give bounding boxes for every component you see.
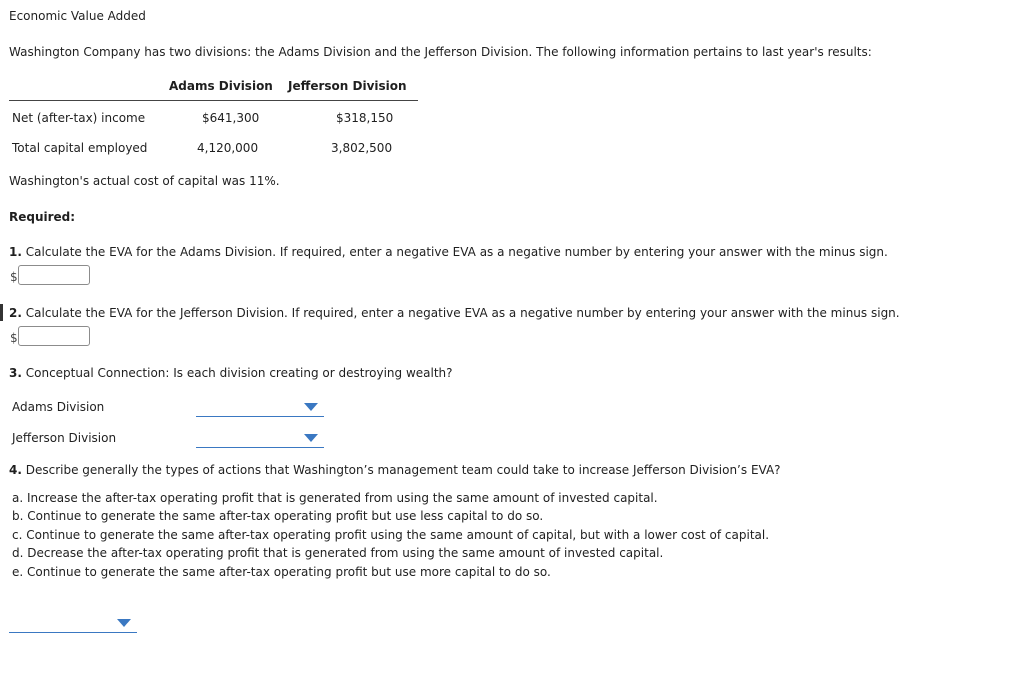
page-title: Economic Value Added: [9, 9, 146, 23]
q4-option-e: e. Continue to generate the same after-tax operating profit but use more capital to do so.: [12, 565, 551, 579]
question-1: [9, 245, 888, 259]
question-3-text: Conceptual Connection: Is each division creating or destroying wealth?: [25, 366, 453, 380]
q1-currency-symbol: $: [10, 270, 18, 284]
jefferson-eva-input[interactable]: [18, 326, 90, 346]
question-1-text: Calculate the EVA for the Adams Division. If required, enter a negative EVA as a negative number by entering your answer with the minus sign.: [25, 245, 888, 259]
required-heading: Required:: [9, 210, 76, 224]
cost-of-capital-text: Washington's actual cost of capital was 11%.: [9, 174, 280, 188]
question-3-number: 3.: [9, 366, 22, 380]
intro-text: Washington Company has two divisions: the Adams Division and the Jefferson Division. The following information pertains to last year's results:: [9, 45, 872, 59]
q4-option-c: c. Continue to generate the same after-tax operating profit using the same amount of capital, but with a lower cost of capital.: [12, 528, 770, 542]
chevron-down-icon: [117, 619, 131, 627]
q4-option-d: d. Decrease the after-tax operating profit that is generated from using the same amount of invested capital.: [12, 546, 664, 560]
row-label-net-income: Net (after-tax) income: [12, 111, 146, 125]
q3-adams-label: Adams Division: [12, 400, 105, 414]
question-4-number: 4.: [9, 463, 22, 477]
question-4: [9, 463, 781, 477]
chevron-down-icon: [304, 434, 318, 442]
cell-jefferson-net-income: $318,150: [336, 111, 394, 125]
question-3: [9, 366, 453, 380]
question-2-text: Calculate the EVA for the Jefferson Division. If required, enter a negative EVA as a negative number by entering your answer with the minus sign.: [25, 306, 900, 320]
q3-jefferson-label: Jefferson Division: [12, 431, 117, 445]
header-jefferson: Jefferson Division: [288, 79, 407, 93]
header-adams: Adams Division: [169, 79, 273, 93]
table-divider: [9, 100, 418, 101]
cell-adams-capital: 4,120,000: [197, 141, 259, 155]
q4-answer-dropdown[interactable]: [9, 618, 137, 633]
jefferson-wealth-dropdown[interactable]: [196, 433, 324, 448]
question-4-text: Describe generally the types of actions that Washington’s management team could take to increase Jefferson Division’s EVA?: [25, 463, 781, 477]
question-2-number: 2.: [9, 306, 22, 320]
question-1-number: 1.: [9, 245, 22, 259]
chevron-down-icon: [304, 403, 318, 411]
cell-jefferson-capital: 3,802,500: [331, 141, 393, 155]
adams-wealth-dropdown[interactable]: [196, 402, 324, 417]
q4-option-b: b. Continue to generate the same after-tax operating profit but use less capital to do so.: [12, 509, 544, 523]
q2-currency-symbol: $: [10, 331, 18, 345]
row-label-capital: Total capital employed: [12, 141, 148, 155]
question-2: [9, 306, 900, 320]
question-marker: [0, 304, 3, 321]
cell-adams-net-income: $641,300: [202, 111, 260, 125]
q4-option-a: a. Increase the after-tax operating profit that is generated from using the same amount of invested capital.: [12, 491, 658, 505]
adams-eva-input[interactable]: [18, 265, 90, 285]
